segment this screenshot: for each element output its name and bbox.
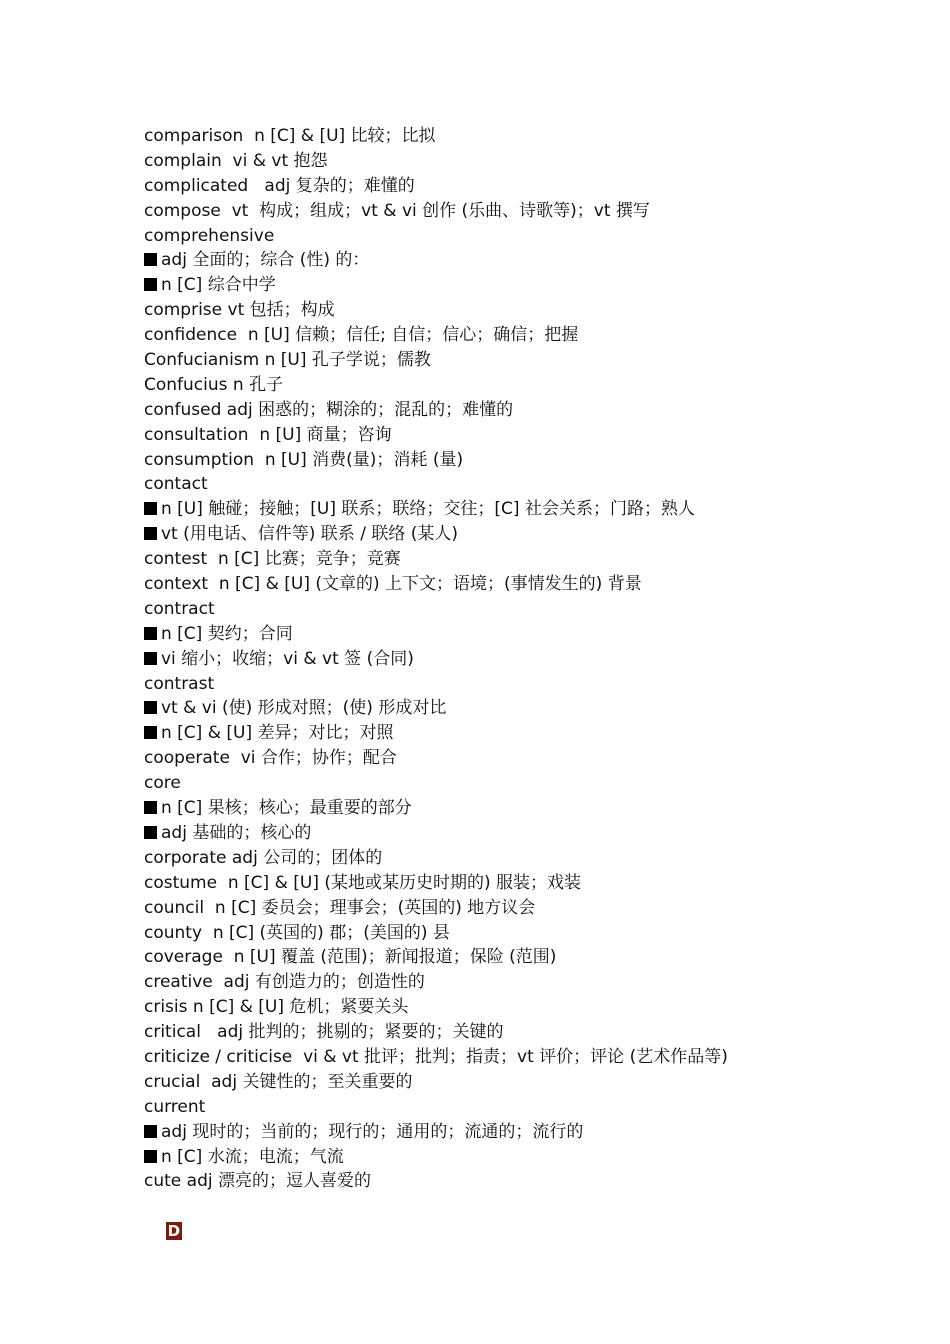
section-header: [144, 1194, 924, 1241]
entry-text: costume n [C] & [U] (某地或某历史时期的) 服装；戏装: [144, 872, 582, 893]
entry-text: criticize / criticise vi & vt 批评；批判；指责；vt 评价；评论 (艺术作品等): [144, 1046, 728, 1067]
headword-line: [144, 1020, 924, 1045]
sense-line: [144, 522, 924, 547]
square-bullet-icon: [144, 652, 157, 665]
entry-text: contact: [144, 474, 208, 495]
headword-line: [144, 746, 924, 771]
headword-line: [144, 921, 924, 946]
headword-line: [144, 672, 924, 697]
entry-text: n [C] 契约；合同: [161, 623, 293, 644]
entry-text: confidence n [U] 信赖；信任; 自信；信心；确信；把握: [144, 325, 579, 346]
headword-line: [144, 423, 924, 448]
entry-text: consumption n [U] 消费(量)；消耗 (量): [144, 449, 464, 470]
headword-line: [144, 1045, 924, 1070]
headword-line: [144, 945, 924, 970]
entry-text: Confucianism n [U] 孔子学说；儒教: [144, 350, 431, 371]
entry-text: cooperate vi 合作；协作；配合: [144, 748, 397, 769]
entry-text: compose vt 构成；组成；vt & vi 创作 (乐曲、诗歌等)；vt 撰写: [144, 200, 650, 221]
headword-line: [144, 199, 924, 224]
headword-line: [144, 298, 924, 323]
sense-line: [144, 821, 924, 846]
square-bullet-icon: [144, 253, 157, 266]
headword-line: [144, 1169, 924, 1194]
square-bullet-icon: [144, 502, 157, 515]
entry-text: crisis n [C] & [U] 危机；紧要关头: [144, 997, 409, 1018]
headword-line: [144, 896, 924, 921]
entry-text: critical adj 批判的；挑剔的；紧要的；关键的: [144, 1022, 504, 1043]
entry-text: n [C] 综合中学: [161, 275, 276, 296]
headword-line: [144, 174, 924, 199]
headword-line: [144, 547, 924, 572]
entry-text: Confucius n 孔子: [144, 374, 284, 395]
entry-text: contest n [C] 比赛；竞争；竞赛: [144, 549, 401, 570]
square-bullet-icon: [144, 1125, 157, 1138]
square-bullet-icon: [144, 278, 157, 291]
sense-line: [144, 721, 924, 746]
headword-line: [144, 348, 924, 373]
square-bullet-icon: [144, 627, 157, 640]
headword-line: [144, 572, 924, 597]
vocabulary-list: [144, 124, 924, 1241]
entry-text: context n [C] & [U] (文章的) 上下文；语境；(事情发生的) 背景: [144, 574, 642, 595]
entry-text: adj 全面的；综合 (性) 的：: [161, 250, 370, 271]
entry-text: coverage n [U] 覆盖 (范围)；新闻报道；保险 (范围): [144, 947, 557, 968]
sense-line: [144, 497, 924, 522]
square-bullet-icon: [144, 726, 157, 739]
sense-line: [144, 647, 924, 672]
square-bullet-icon: [144, 701, 157, 714]
entry-text: vt (用电话、信件等) 联系 / 联络 (某人): [161, 524, 459, 545]
headword-line: [144, 124, 924, 149]
headword-line: [144, 448, 924, 473]
entry-text: vi 缩小；收缩；vi & vt 签 (合同): [161, 648, 414, 669]
entry-text: council n [C] 委员会；理事会；(英国的) 地方议会: [144, 897, 536, 918]
headword-line: [144, 472, 924, 497]
headword-line: [144, 323, 924, 348]
sense-line: [144, 1145, 924, 1170]
entry-text: adj 现时的；当前的；现行的；通用的；流通的；流行的: [161, 1121, 584, 1142]
entry-text: contract: [144, 598, 215, 619]
entry-text: creative adj 有创造力的；创造性的: [144, 972, 425, 993]
headword-line: [144, 871, 924, 896]
entry-list: [144, 124, 924, 1194]
entry-text: current: [144, 1096, 206, 1117]
entry-text: confused adj 困惑的；糊涂的；混乱的；难懂的: [144, 399, 514, 420]
entry-text: crucial adj 关键性的；至关重要的: [144, 1071, 413, 1092]
section-letter: D: [167, 1222, 181, 1241]
headword-line: [144, 597, 924, 622]
entry-text: cute adj 漂亮的；逗人喜爱的: [144, 1171, 371, 1192]
entry-text: comparison n [C] & [U] 比较；比拟: [144, 126, 436, 146]
entry-text: adj 基础的；核心的: [161, 822, 312, 843]
entry-text: n [C] & [U] 差异；对比；对照: [161, 723, 394, 744]
sense-line: [144, 796, 924, 821]
entry-text: n [U] 触碰；接触；[U] 联系；联络；交往；[C] 社会关系；门路；熟人: [161, 499, 695, 520]
headword-line: [144, 1095, 924, 1120]
entry-text: consultation n [U] 商量；咨询: [144, 424, 392, 445]
sense-line: [144, 696, 924, 721]
square-bullet-icon: [144, 527, 157, 540]
entry-text: n [C] 水流；电流；气流: [161, 1146, 344, 1167]
sense-line: [144, 622, 924, 647]
entry-text: comprehensive: [144, 225, 275, 246]
headword-line: [144, 970, 924, 995]
entry-text: complain vi & vt 抱怨: [144, 150, 328, 171]
square-bullet-icon: [144, 1150, 157, 1163]
entry-text: complicated adj 复杂的；难懂的: [144, 175, 415, 196]
square-bullet-icon: [144, 801, 157, 814]
headword-line: [144, 373, 924, 398]
sense-line: [144, 248, 924, 273]
entry-text: county n [C] (英国的) 郡；(美国的) 县: [144, 922, 450, 943]
square-bullet-icon: [144, 826, 157, 839]
headword-line: [144, 995, 924, 1020]
headword-line: [144, 149, 924, 174]
entry-text: core: [144, 773, 181, 794]
entry-text: corporate adj 公司的；团体的: [144, 847, 383, 868]
entry-text: n [C] 果核；核心；最重要的部分: [161, 798, 412, 819]
entry-text: comprise vt 包括；构成: [144, 300, 335, 321]
sense-line: [144, 273, 924, 298]
entry-text: vt & vi (使) 形成对照；(使) 形成对比: [161, 698, 447, 719]
headword-line: [144, 398, 924, 423]
headword-line: [144, 771, 924, 796]
headword-line: [144, 224, 924, 249]
headword-line: [144, 1070, 924, 1095]
headword-line: [144, 846, 924, 871]
entry-text: contrast: [144, 673, 215, 694]
sense-line: [144, 1120, 924, 1145]
